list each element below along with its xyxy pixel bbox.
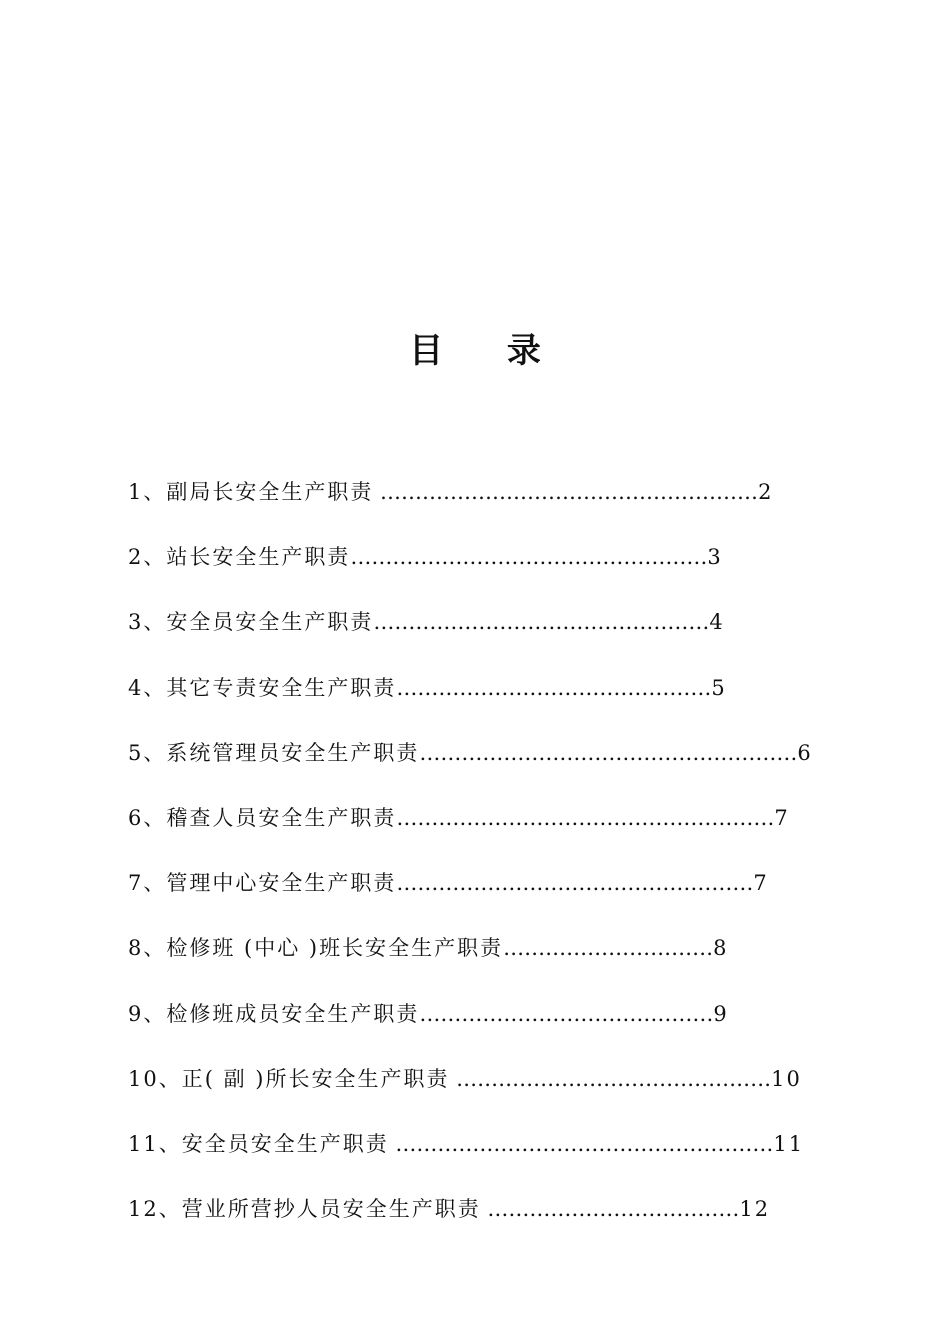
toc-entry	[128, 1191, 813, 1256]
toc-entry-leader: ……………………………………………	[396, 871, 754, 896]
toc-entry-text: 6、稽查人员安全生产职责	[128, 805, 397, 830]
toc-title: 目 录	[409, 331, 567, 371]
toc-entry-text: 7、管理中心安全生产职责	[128, 871, 397, 896]
toc-entry-text: 5、系统管理员安全生产职责	[128, 740, 420, 765]
toc-entry	[128, 996, 813, 1061]
toc-entry	[128, 1061, 813, 1126]
toc-entry-page: 8	[713, 936, 729, 961]
toc-entry	[128, 865, 813, 930]
toc-entry	[128, 539, 813, 604]
toc-list	[128, 474, 813, 1256]
toc-entry-page: 12	[739, 1197, 771, 1222]
toc-entry-text: 9、检修班成员安全生产职责	[128, 1001, 420, 1026]
toc-entry-leader: ……………………………………	[419, 1001, 714, 1026]
toc-entry-text: 8、检修班 (中心 )班长安全生产职责	[128, 936, 504, 961]
toc-entry-page: 7	[774, 805, 790, 830]
toc-entry-leader: ………………………………………	[396, 675, 712, 700]
toc-entry	[128, 800, 813, 865]
toc-entry-page: 7	[753, 871, 769, 896]
toc-entry	[128, 735, 813, 800]
toc-entry-leader: ………………………………………………	[396, 805, 775, 830]
toc-entry	[128, 604, 813, 669]
toc-entry-text: 11、安全员安全生产职责	[128, 1131, 389, 1156]
toc-entry	[128, 1126, 813, 1191]
toc-entry-text: 3、安全员安全生产职责	[128, 610, 374, 635]
toc-entry	[128, 930, 813, 995]
toc-entry-leader: ………………………………………	[449, 1066, 772, 1091]
toc-entry-text: 4、其它专责安全生产职责	[128, 675, 397, 700]
toc-entry-text: 1、副局长安全生产职责	[128, 480, 374, 504]
toc-entry-leader: ………………………………………………	[419, 740, 798, 765]
toc-entry-page: 11	[773, 1131, 805, 1156]
toc-entry-page: 6	[797, 740, 813, 765]
toc-entry	[128, 474, 813, 539]
toc-entry-leader: ……………………………………………	[350, 545, 708, 570]
toc-entry	[128, 670, 813, 735]
toc-entry-page: 3	[707, 545, 723, 570]
toc-entry-leader: …………………………………………	[373, 610, 710, 635]
toc-entry-text: 10、正( 副 )所长安全生产职责	[128, 1066, 450, 1091]
toc-entry-page: 9	[713, 1001, 729, 1026]
toc-entry-leader: ………………………………	[480, 1197, 740, 1222]
toc-entry-page: 2	[758, 480, 774, 504]
toc-entry-page: 5	[711, 675, 727, 700]
toc-entry-page: 10	[771, 1066, 802, 1091]
toc-entry-text: 2、站长安全生产职责	[128, 545, 351, 570]
toc-entry-leader: ………………………………………………	[373, 480, 759, 504]
toc-entry-leader: ………………………………………………	[388, 1131, 774, 1156]
toc-entry-page: 4	[709, 610, 725, 635]
toc-entry-text: 12、营业所营抄人员安全生产职责	[128, 1197, 481, 1222]
toc-entry-leader: …………………………	[503, 936, 714, 961]
